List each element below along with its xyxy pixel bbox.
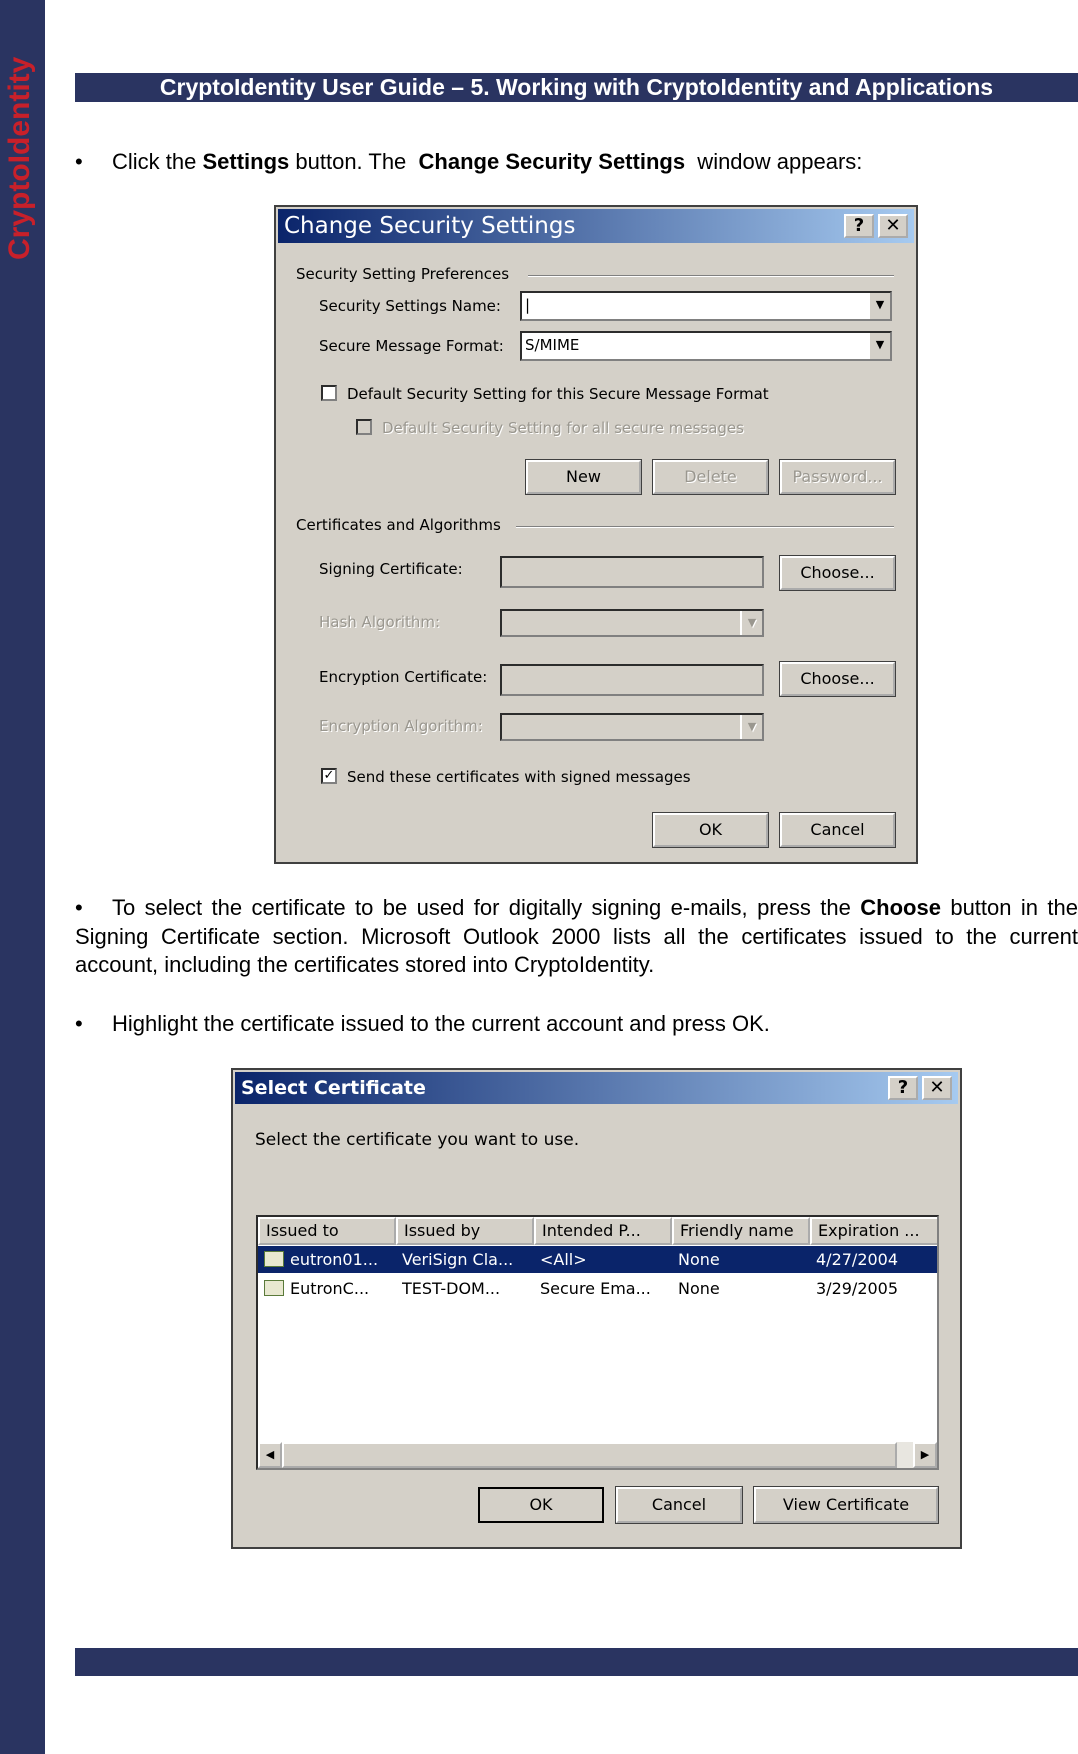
cancel-button[interactable]: Cancel [780, 813, 895, 847]
scroll-right-icon[interactable]: ▶ [913, 1442, 937, 1468]
logo-text: CryptoIdentity [3, 56, 36, 260]
chevron-down-icon[interactable]: ▼ [868, 293, 890, 319]
bullet-marker: • [75, 1011, 83, 1036]
encryption-algorithm-select[interactable] [500, 713, 764, 741]
cryptoidentity-logo [0, 55, 45, 265]
delete-button[interactable]: Delete [653, 460, 768, 494]
column-header[interactable]: Issued to [258, 1217, 396, 1245]
scroll-left-icon[interactable]: ◀ [258, 1442, 282, 1468]
signing-certificate-field[interactable] [500, 556, 764, 588]
signing-certificate-label: Signing Certificate: [319, 560, 463, 578]
encryption-certificate-label: Encryption Certificate: [319, 668, 488, 686]
new-button[interactable]: New [526, 460, 641, 494]
group-security-preferences: Security Setting Preferences [296, 265, 510, 283]
bullet-highlight: • Highlight the certificate issued to the current account and press OK. [75, 1011, 770, 1036]
chevron-down-icon[interactable]: ▼ [868, 333, 890, 359]
header-title: CryptoIdentity User Guide – 5. Working with CryptoIdentity and Applications [159, 74, 994, 100]
horizontal-scrollbar[interactable] [258, 1442, 937, 1468]
bullet-choose-paragraph: • To select the certificate to be used for digitally signing e-mails, press the Choose button in the Signing Certificate section. Microsoft Outlook 2000 lists all the certificates issued to the current account, including the certificates stored into CryptoIdentity. [75, 895, 1078, 977]
close-button[interactable]: ✕ [922, 1076, 952, 1100]
password-button[interactable]: Password... [780, 460, 895, 494]
dialog-title: Select Certificate [241, 1077, 426, 1099]
default-format-checkbox[interactable] [321, 385, 337, 401]
table-cell: Secure Ema... [540, 1279, 651, 1298]
help-button[interactable]: ? [888, 1076, 918, 1100]
choose-encryption-button[interactable]: Choose... [780, 662, 895, 696]
default-all-checkbox-label: Default Security Setting for all secure messages [382, 419, 744, 437]
certificate-icon [264, 1251, 284, 1267]
secure-message-format-label: Secure Message Format: [319, 337, 504, 355]
group-certificates-algorithms: Certificates and Algorithms [296, 516, 501, 534]
send-certificates-checkbox[interactable]: ✓ [321, 768, 337, 784]
default-format-checkbox-label: Default Security Setting for this Secure Message Format [347, 385, 769, 403]
security-settings-name-label: Security Settings Name: [319, 297, 501, 315]
dialog-titlebar [278, 209, 914, 243]
table-cell: TEST-DOM... [402, 1279, 501, 1298]
view-certificate-button[interactable]: View Certificate [754, 1487, 938, 1523]
certificate-icon [264, 1280, 284, 1296]
bullet-settings: • Click the Settings button. The Change Security Settings window appears: [75, 149, 863, 174]
table-cell: <All> [540, 1250, 587, 1269]
select-certificate-dialog [231, 1068, 962, 1549]
table-cell: EutronC... [290, 1279, 370, 1298]
chevron-down-icon[interactable]: ▼ [740, 611, 762, 635]
bullet-marker: • [75, 149, 83, 174]
table-cell: None [678, 1250, 720, 1269]
footer-bar [75, 1648, 1078, 1676]
table-cell: None [678, 1279, 720, 1298]
table-row[interactable] [258, 1246, 937, 1273]
help-button[interactable]: ? [844, 214, 874, 238]
bullet-marker: • [75, 895, 83, 920]
change-security-settings-dialog [274, 205, 918, 864]
default-all-checkbox[interactable] [356, 419, 372, 435]
column-header[interactable]: Friendly name [672, 1217, 810, 1245]
table-cell: 4/27/2004 [816, 1250, 899, 1269]
encryption-certificate-field[interactable] [500, 664, 764, 696]
dialog-titlebar [235, 1072, 958, 1104]
send-certificates-checkbox-label: Send these certificates with signed messages [347, 768, 691, 786]
close-button[interactable]: ✕ [878, 214, 908, 238]
scroll-thumb[interactable] [282, 1442, 897, 1468]
ok-button[interactable]: OK [478, 1487, 604, 1523]
dialog-title: Change Security Settings [284, 213, 576, 239]
security-settings-name-input[interactable]: | ▼ [520, 291, 892, 321]
table-row[interactable] [258, 1275, 937, 1302]
column-header[interactable]: Expiration ... [810, 1217, 939, 1245]
column-header[interactable]: Issued by [396, 1217, 534, 1245]
column-header[interactable]: Intended P... [534, 1217, 672, 1245]
encryption-algorithm-label: Encryption Algorithm: [319, 717, 483, 735]
group-divider [528, 275, 894, 277]
group-divider [516, 526, 894, 528]
hash-algorithm-select[interactable] [500, 609, 764, 637]
secure-message-format-select[interactable]: S/MIME ▼ [520, 331, 892, 361]
cancel-button[interactable]: Cancel [616, 1487, 742, 1523]
select-prompt: Select the certificate you want to use. [255, 1130, 580, 1150]
hash-algorithm-label: Hash Algorithm: [319, 613, 441, 631]
choose-signing-button[interactable]: Choose... [780, 556, 895, 590]
table-cell: 3/29/2005 [816, 1279, 899, 1298]
chevron-down-icon[interactable]: ▼ [740, 715, 762, 739]
table-cell: VeriSign Cla... [402, 1250, 514, 1269]
ok-button[interactable]: OK [653, 813, 768, 847]
table-cell: eutron01... [290, 1250, 379, 1269]
certificate-list[interactable] [256, 1215, 939, 1470]
